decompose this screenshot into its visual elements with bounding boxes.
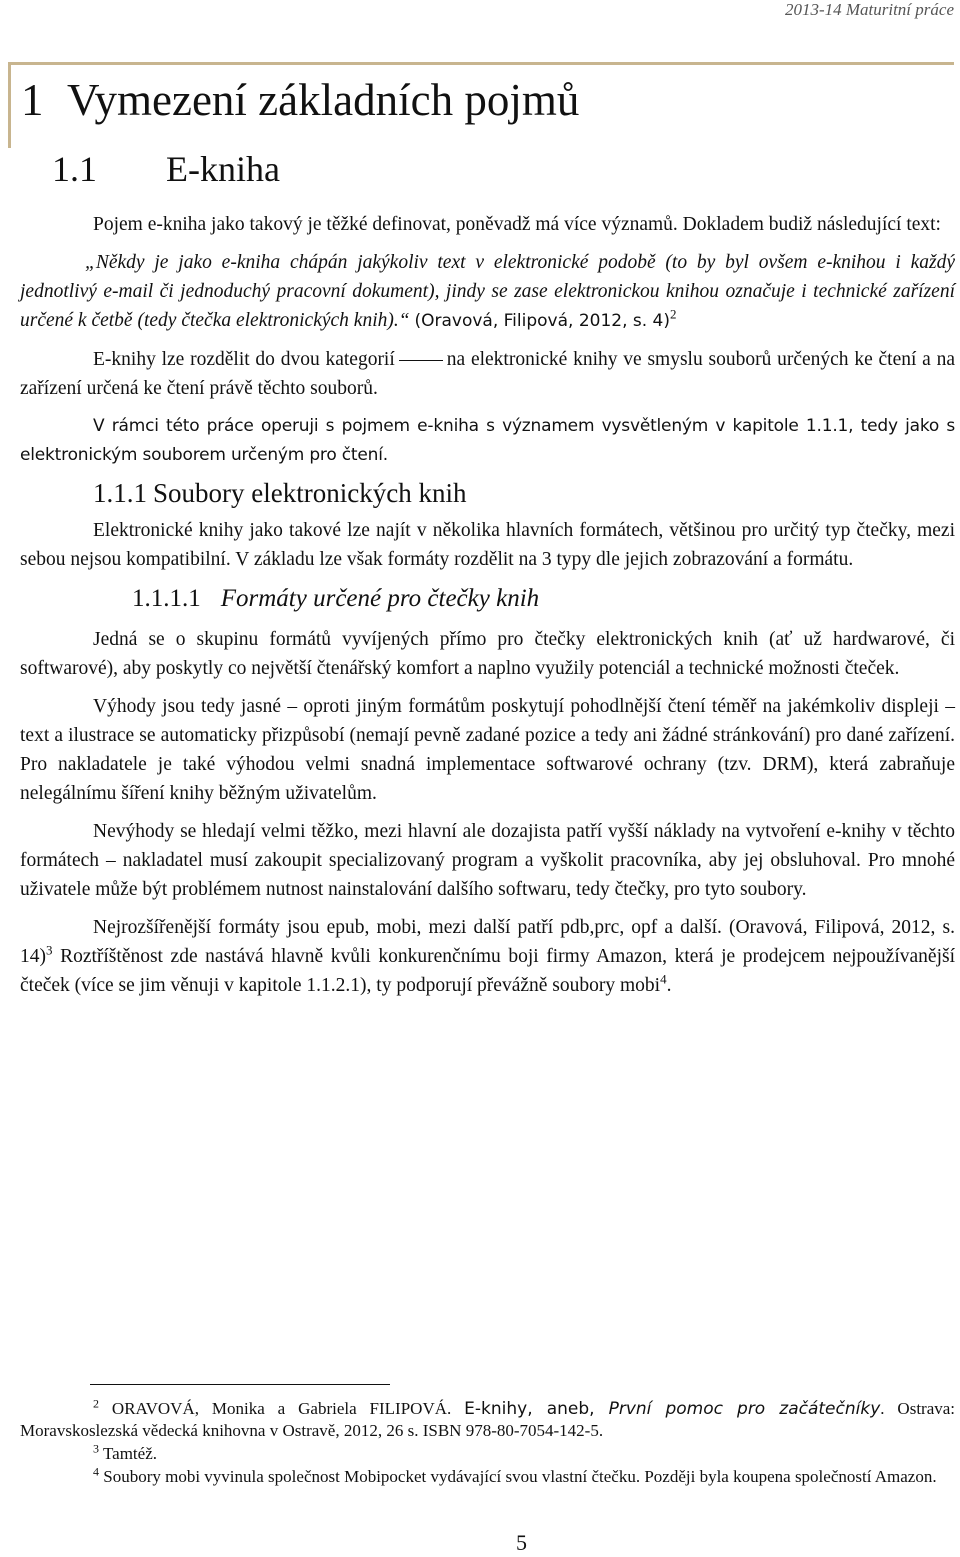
chapter-number: 1 xyxy=(21,75,44,125)
dash-rule xyxy=(399,360,443,361)
subsection-title: Soubory elektronických knih xyxy=(153,478,467,508)
footnote-4 xyxy=(20,1466,955,1488)
footnote-text: Soubory mobi vyvinula společnost Mobipocket vydávající svou vlastní čtečku. Později byla koupena společností Amazon. xyxy=(103,1467,937,1486)
quote-text: „Někdy je jako e-kniha chápán jakýkoliv text v elektronické podobě (to by byl ovšem e-knihou i každý jednotlivý e-mail či jednoduchý pracovní dokument), jindy se zase elektronickou knihou označuje i technické zařízení určené k četbě (tedy čtečka elektronických knih).“ xyxy=(20,252,955,331)
footnote-ref-2[interactable]: 2 xyxy=(670,306,677,322)
quote-citation: (Oravová, Filipová, 2012, s. 4) xyxy=(414,311,671,331)
paragraph-intro: Pojem e-kniha jako takový je těžké definovat, poněvadž má více významů. Dokladem budiž následující text: xyxy=(93,214,941,235)
footnote-text: ORAVOVÁ, Monika a Gabriela FILIPOVÁ. xyxy=(111,1399,465,1418)
subsubsection-title: Formáty určené pro čtečky knih xyxy=(220,585,540,612)
body-text xyxy=(20,210,955,1009)
footnote-number: 4 xyxy=(93,1464,99,1479)
section-title: E-kniha xyxy=(166,149,280,189)
subsubsection-number: 1.1.1.1 xyxy=(132,585,201,612)
paragraph-disadvantages: Nevýhody se hledají velmi těžko, mezi hlavní ale dozajista patří vyšší náklady na vytvoření e-knihy v těchto formátech – nakladatel musí zakoupit specializovaný program a vyškolit pracovníka, aby jej obsluhoval. Pro mnohé uživatele může být problémem nutnost nainstalování dalšího softwaru, tedy čtečky, pro tyto soubory. xyxy=(20,821,955,900)
footnote-separator xyxy=(90,1384,390,1385)
footnote-2 xyxy=(20,1398,955,1442)
common-formats-text-a: Nejrozšířenější formáty jsou epub, mobi, mezi další patří pdb,prc, opf a další. (Oravová, Filipová, 2012, s. 14) xyxy=(20,917,955,967)
footnotes xyxy=(20,1398,955,1489)
subsection-number: 1.1.1 xyxy=(93,478,147,508)
quote-paragraph xyxy=(20,248,955,336)
section-heading xyxy=(52,148,280,190)
paragraph-categories xyxy=(20,345,955,403)
subsubsection-heading xyxy=(132,584,955,613)
paragraph-scope: V rámci této práce operuji s pojmem e-kniha s významem vysvětleným v kapitole 1.1.1, tedy jako s elektronickým souborem určeným pro čtení. xyxy=(20,416,955,465)
paragraph-formats: Elektronické knihy jako takové lze najít v několika hlavních formátech, většinou pro určitý typ čtečky, mezi sebou nejsou kompatibilní. V základu lze však formáty rozdělit na 3 typy dle jejich zobrazování a formátu. xyxy=(20,520,955,570)
paragraph-reader-formats: Jedná se o skupinu formátů vyvíjených přímo pro čtečky elektronických knih (ať už hardwarové, či softwarové), aby poskytly co největší čtenářský komfort a naplno využily potenciál a technické možnosti čteček. xyxy=(20,629,955,679)
paragraph-common-formats xyxy=(20,913,955,1000)
footnote-text: Tamtéž. xyxy=(102,1444,157,1463)
page-number: 5 xyxy=(516,1530,527,1555)
running-header: 2013-14 Maturitní práce xyxy=(784,0,954,19)
footnote-book-title: E-knihy, aneb, xyxy=(464,1399,609,1419)
chapter-heading xyxy=(21,74,579,126)
footnote-ref-4[interactable]: 4 xyxy=(660,971,667,987)
categories-text-a: E-knihy lze rozdělit do dvou kategorií xyxy=(93,349,395,370)
common-formats-text-c: . xyxy=(666,975,672,996)
footnote-publication: . Ostrava: Moravskoslezská vědecká knihovna v Ostravě, 2012, 26 s. ISBN 978-80-7054-142-5. xyxy=(20,1399,956,1440)
footnote-3 xyxy=(20,1443,955,1465)
categories-text-b: na elektronické knihy ve smyslu souborů určených ke čtení a na zařízení určená ke čtení právě těchto souborů. xyxy=(20,349,955,399)
subsection-heading xyxy=(93,479,955,508)
paragraph-advantages: Výhody jsou tedy jasné – oproti jiným formátům poskytují pohodlnější čtení téměř na jakémkoliv displeji – text a ilustrace se automaticky přizpůsobí (nemají pevně zadané pozice a tedy ani žádné stránkování) pro dané zařízení. Pro nakladatele je také výhodou velmi snadná implementace softwarové ochrany (tzv. DRM), která zabraňuje nelegálnímu šíření knihy běžným uživatelům. xyxy=(20,696,955,804)
section-number: 1.1 xyxy=(52,149,97,189)
footnote-ref-3[interactable]: 3 xyxy=(46,942,53,958)
footnote-book-subtitle: První pomoc pro začátečníky xyxy=(608,1399,881,1419)
footnote-number: 3 xyxy=(93,1441,99,1456)
footnote-number: 2 xyxy=(93,1396,99,1411)
chapter-title: Vymezení základních pojmů xyxy=(67,75,580,125)
common-formats-text-b: Roztříštěnost zde nastává hlavně kvůli konkurenčnímu boji firmy Amazon, která je prodejcem nejpoužívanější čteček (více se jim věnuji v kapitole 1.1.2.1), ty podporují převážně soubory mobi xyxy=(20,946,955,996)
